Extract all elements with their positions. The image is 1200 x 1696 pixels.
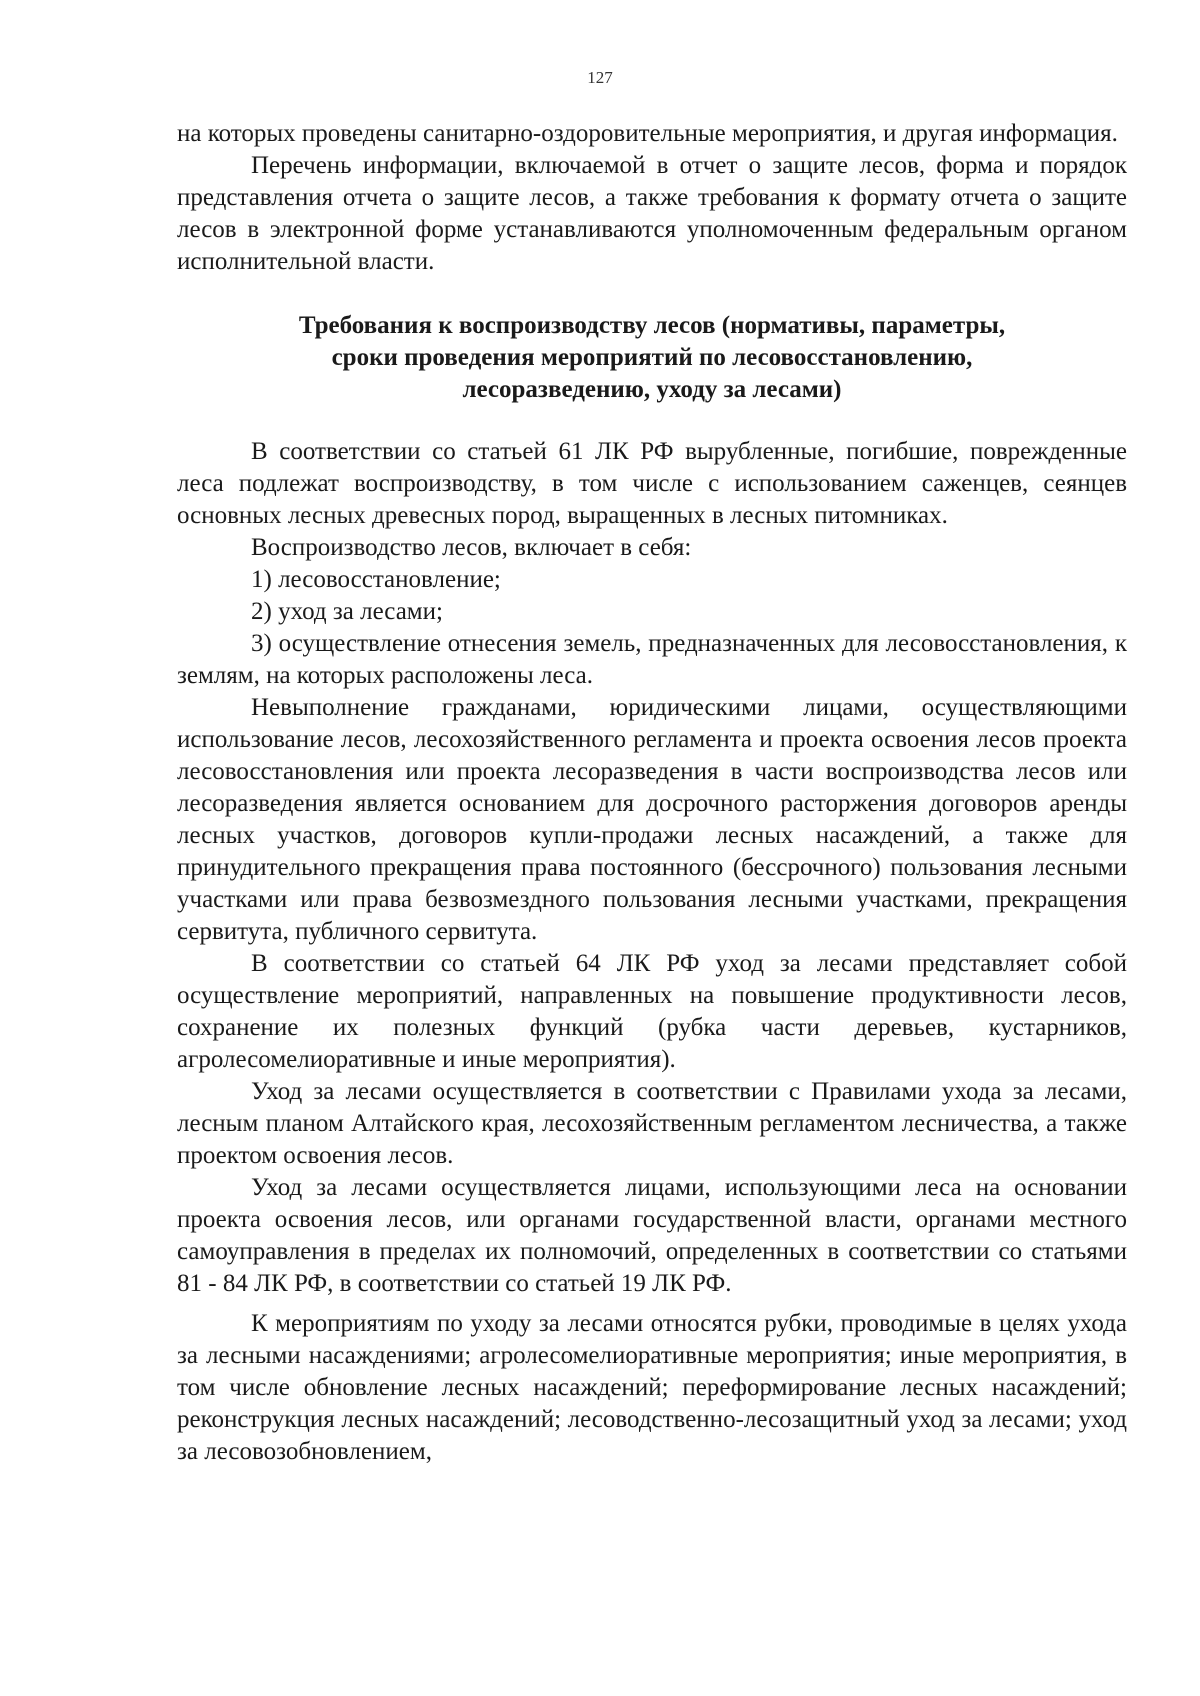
section-heading-line-2: сроки проведения мероприятий по лесовосстановлению, xyxy=(331,344,973,371)
paragraph-care-performers: Уход за лесами осуществляется лицами, использующими леса на основании проекта освоения лесов, или органами государственной власти, органами местного самоуправления в пределах их полномочий, определенных в соответствии со статьями 81 - 84 ЛК РФ, в соответствии со статьей 19 ЛК РФ. xyxy=(177,1174,1127,1297)
list-item-2: 2) уход за лесами; xyxy=(251,598,443,625)
list-item-3: 3) осуществление отнесения земель, предназначенных для лесовосстановления, к землям, на которых расположены леса. xyxy=(177,630,1127,689)
section-heading xyxy=(177,310,1127,406)
paragraph-non-fulfillment: Невыполнение гражданами, юридическими лицами, осуществляющими использование лесов, лесохозяйственного регламента и проекта освоения лесов проекта лесовосстановления или проекта лесоразведения в части воспроизводства лесов или лесоразведения является основанием для досрочного расторжения договоров аренды лесных участков, договоров купли-продажи лесных насаждений, а также для принудительного прекращения права постоянного (бессрочного) пользования лесными участками или права безвозмездного пользования лесными участками, прекращения сервитута, публичного сервитута. xyxy=(177,694,1127,945)
paragraph-care-rules: Уход за лесами осуществляется в соответствии с Правилами ухода за лесами, лесным планом Алтайского края, лесохозяйственным регламентом лесничества, а также проектом освоения лесов. xyxy=(177,1078,1127,1169)
paragraph-article-64: В соответствии со статьей 64 ЛК РФ уход за лесами представляет собой осуществление мероприятий, направленных на повышение продуктивности лесов, сохранение их полезных функций (рубка части деревьев, кустарников, агролесомелиоративные и иные мероприятия). xyxy=(177,950,1127,1073)
paragraph-continuation: на которых проведены санитарно-оздоровительные мероприятия, и другая информация. xyxy=(177,120,1118,147)
section-heading-line-1: Требования к воспроизводству лесов (нормативы, параметры, xyxy=(298,312,1006,339)
list-item-1: 1) лесовосстановление; xyxy=(251,566,501,593)
paragraph-article-61: В соответствии со статьей 61 ЛК РФ вырубленные, погибшие, поврежденные леса подлежат воспроизводству, в том числе с использованием саженцев, сеянцев основных лесных древесных пород, выращенных в лесных питомниках. xyxy=(177,438,1127,529)
paragraph-reproduction-includes: Воспроизводство лесов, включает в себя: xyxy=(251,534,692,561)
paragraph-care-activities: К мероприятиям по уходу за лесами относятся рубки, проводимые в целях ухода за лесными насаждениями; агролесомелиоративные мероприятия; иные мероприятия, в том числе обновление лесных насаждений; переформирование лесных насаждений; реконструкция лесных насаждений; лесоводственно-лесозащитный уход за лесами; уход за лесовозобновлением, xyxy=(177,1310,1127,1465)
section-heading-line-3: лесоразведению, уходу за лесами) xyxy=(462,376,842,403)
paragraph-report-format: Перечень информации, включаемой в отчет о защите лесов, форма и порядок представления отчета о защите лесов, а также требования к формату отчета о защите лесов в электронной форме устанавливаются уполномоченным федеральным органом исполнительной власти. xyxy=(177,152,1127,275)
page-number: 127 xyxy=(587,68,613,87)
document-body xyxy=(177,118,1127,1468)
